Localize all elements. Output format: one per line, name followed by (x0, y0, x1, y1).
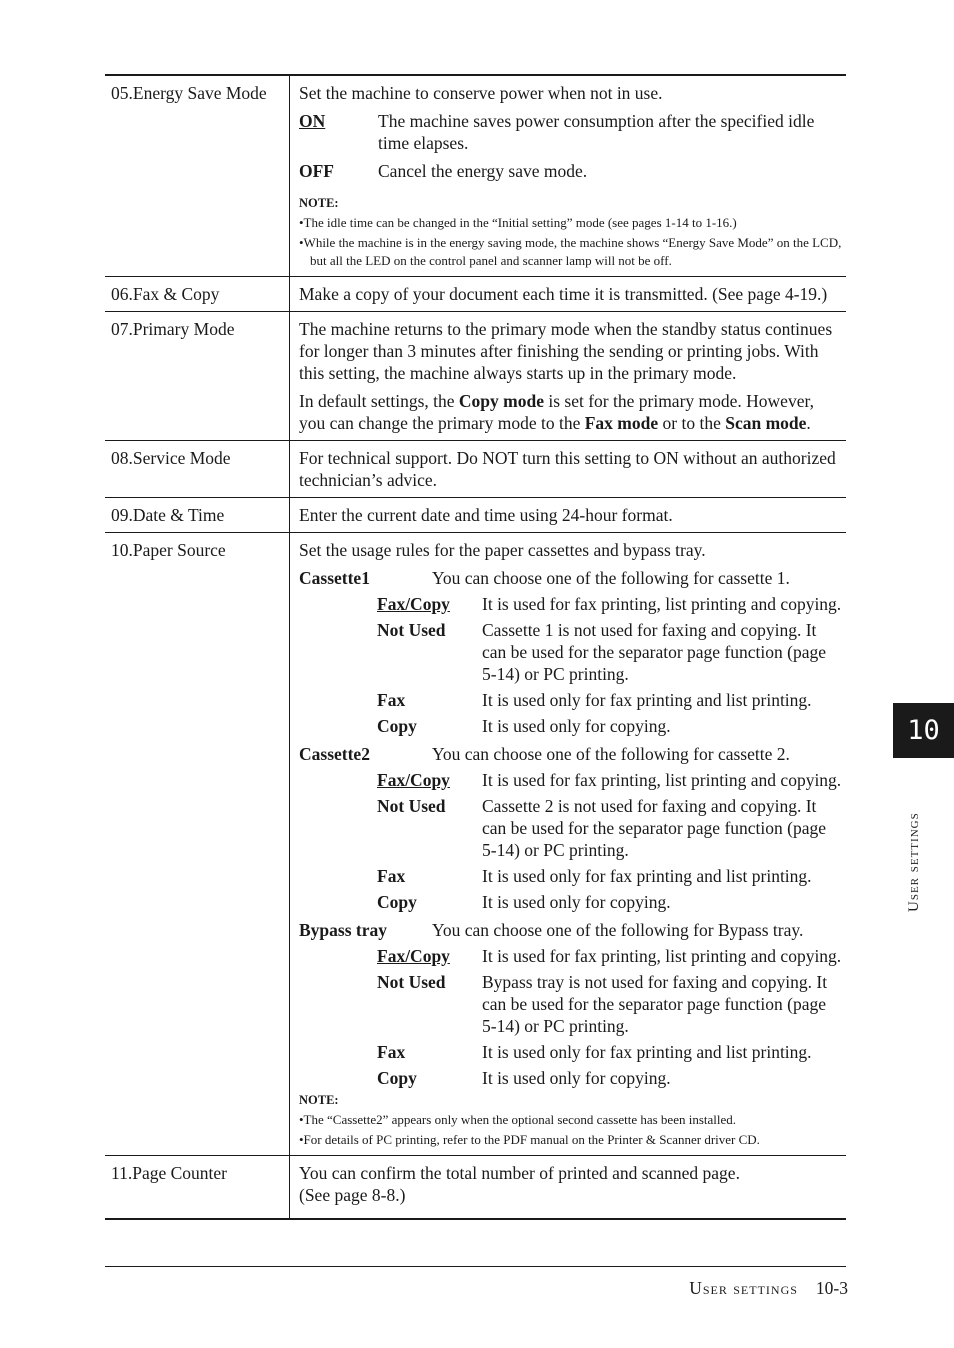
group-key: Bypass tray (299, 920, 387, 940)
bold-term: Copy mode (458, 391, 544, 411)
description-line: You can confirm the total number of printed and scanned page. (299, 1163, 740, 1183)
group-text: You can choose one of the following for Bypass tray. (432, 920, 804, 940)
option-row (299, 769, 844, 791)
setting-description (290, 312, 847, 441)
option-text: It is used only for fax printing and list printing. (482, 690, 812, 710)
option-row (299, 689, 844, 711)
text-run: In default settings, the (299, 391, 459, 411)
setting-intro: Set the usage rules for the paper cassettes and bypass tray. (299, 540, 706, 560)
option-key: ON (299, 111, 326, 131)
option-row (299, 715, 844, 737)
description-line: (See page 8-8.) (299, 1185, 406, 1205)
note-heading: NOTE: (299, 196, 339, 210)
option-text: It is used only for fax printing and list printing. (482, 866, 812, 886)
option-row (299, 619, 844, 685)
option-text: It is used only for copying. (482, 1068, 671, 1088)
option-row (299, 891, 844, 913)
option-key: Copy (377, 716, 417, 736)
note-heading: NOTE: (299, 1093, 339, 1107)
footer-section: User settings (689, 1278, 798, 1298)
setting-intro: Set the machine to conserve power when not in use. (299, 83, 663, 103)
option-row (299, 865, 844, 887)
setting-description (290, 533, 847, 1156)
group-key: Cassette2 (299, 744, 370, 764)
option-text: Bypass tray is not used for faxing and copying. It can be used for the separator page function (page 5-14) or PC printing. (482, 972, 828, 1036)
option-key: Fax/Copy (377, 946, 450, 966)
chapter-tab: 10 (893, 703, 954, 758)
option-key: Not Used (377, 972, 446, 992)
bold-term: Fax mode (584, 413, 659, 433)
setting-name: 05.Energy Save Mode (105, 75, 290, 277)
table-row (105, 277, 846, 312)
user-settings-table (105, 74, 846, 1220)
text-run: . (806, 413, 811, 433)
option-key: Copy (377, 892, 417, 912)
option-key: Not Used (377, 620, 446, 640)
option-row (299, 593, 844, 615)
option-text: Cassette 2 is not used for faxing and copying. It can be used for the separator page function (page 5-14) or PC printing. (482, 796, 827, 860)
option-text: It is used only for copying. (482, 716, 671, 736)
setting-description: For technical support. Do NOT turn this setting to ON without an authorized technician’s advice. (299, 448, 836, 490)
option-text: The machine saves power consumption after the specified idle time elapses. (378, 111, 815, 153)
source-group-cassette1 (299, 567, 844, 589)
table-row (105, 533, 846, 1156)
note-block (299, 1091, 844, 1149)
setting-name: 07.Primary Mode (105, 312, 290, 441)
bold-term: Scan mode (725, 413, 807, 433)
option-key: Fax (377, 1042, 406, 1062)
option-text: It is used only for copying. (482, 892, 671, 912)
option-key: Fax (377, 866, 406, 886)
option-row (299, 110, 844, 154)
note-item: •The idle time can be changed in the “Initial setting” mode (see pages 1-14 to 1-16.) (299, 215, 737, 230)
group-text: You can choose one of the following for cassette 1. (432, 568, 790, 588)
source-group-cassette2 (299, 743, 844, 765)
note-item: •The “Cassette2” appears only when the optional second cassette has been installed. (299, 1112, 737, 1127)
table-row (105, 441, 846, 498)
option-row (299, 160, 844, 182)
page-number: 10-3 (815, 1278, 848, 1298)
setting-name: 10.Paper Source (105, 533, 290, 1156)
note-item: •While the machine is in the energy saving mode, the machine shows “Energy Save Mode” on the LCD, but all the LED on the control panel and scanner lamp will not be off. (299, 235, 842, 268)
setting-name: 06.Fax & Copy (105, 277, 290, 312)
paragraph (299, 390, 844, 434)
footer-rule (105, 1266, 846, 1267)
option-key: OFF (299, 161, 334, 181)
option-text: It is used for fax printing, list printing and copying. (482, 594, 842, 614)
option-key: Fax (377, 690, 406, 710)
option-text: It is used for fax printing, list printing and copying. (482, 770, 842, 790)
table-row (105, 75, 846, 277)
option-row (299, 1067, 844, 1089)
table-row (105, 498, 846, 533)
option-row (299, 1041, 844, 1063)
setting-name: 11.Page Counter (105, 1156, 290, 1220)
group-text: You can choose one of the following for cassette 2. (432, 744, 790, 764)
option-row (299, 795, 844, 861)
option-key: Copy (377, 1068, 417, 1088)
setting-description (290, 1156, 847, 1220)
option-text: It is used for fax printing, list printing and copying. (482, 946, 842, 966)
option-text: Cancel the energy save mode. (378, 161, 588, 181)
option-text: Cassette 1 is not used for faxing and copying. It can be used for the separator page function (page 5-14) or PC printing. (482, 620, 827, 684)
page-footer (689, 1278, 848, 1299)
paragraph: The machine returns to the primary mode when the standby status continues for longer than 3 minutes after finishing the sending or printing jobs. With this setting, the machine always starts up in the primary mode. (299, 319, 833, 383)
option-key: Not Used (377, 796, 446, 816)
note-item: •For details of PC printing, refer to the PDF manual on the Printer & Scanner driver CD. (299, 1132, 760, 1147)
note-block (299, 194, 844, 270)
group-key: Cassette1 (299, 568, 370, 588)
option-key: Fax/Copy (377, 770, 450, 790)
option-key: Fax/Copy (377, 594, 450, 614)
text-run: or to the (658, 413, 726, 433)
table-row (105, 312, 846, 441)
table-row (105, 1156, 846, 1220)
setting-name: 09.Date & Time (105, 498, 290, 533)
chapter-side-label: User settings (906, 812, 922, 912)
text-run: is set for the primary mode. However, you can change the primary mode to the (299, 391, 814, 433)
option-text: It is used only for fax printing and list printing. (482, 1042, 812, 1062)
option-row (299, 971, 844, 1037)
setting-name: 08.Service Mode (105, 441, 290, 498)
option-row (299, 945, 844, 967)
setting-description: Enter the current date and time using 24-hour format. (299, 505, 673, 525)
source-group-bypass-tray (299, 919, 844, 941)
setting-description: Make a copy of your document each time it is transmitted. (See page 4-19.) (299, 284, 828, 304)
setting-description (290, 75, 847, 277)
